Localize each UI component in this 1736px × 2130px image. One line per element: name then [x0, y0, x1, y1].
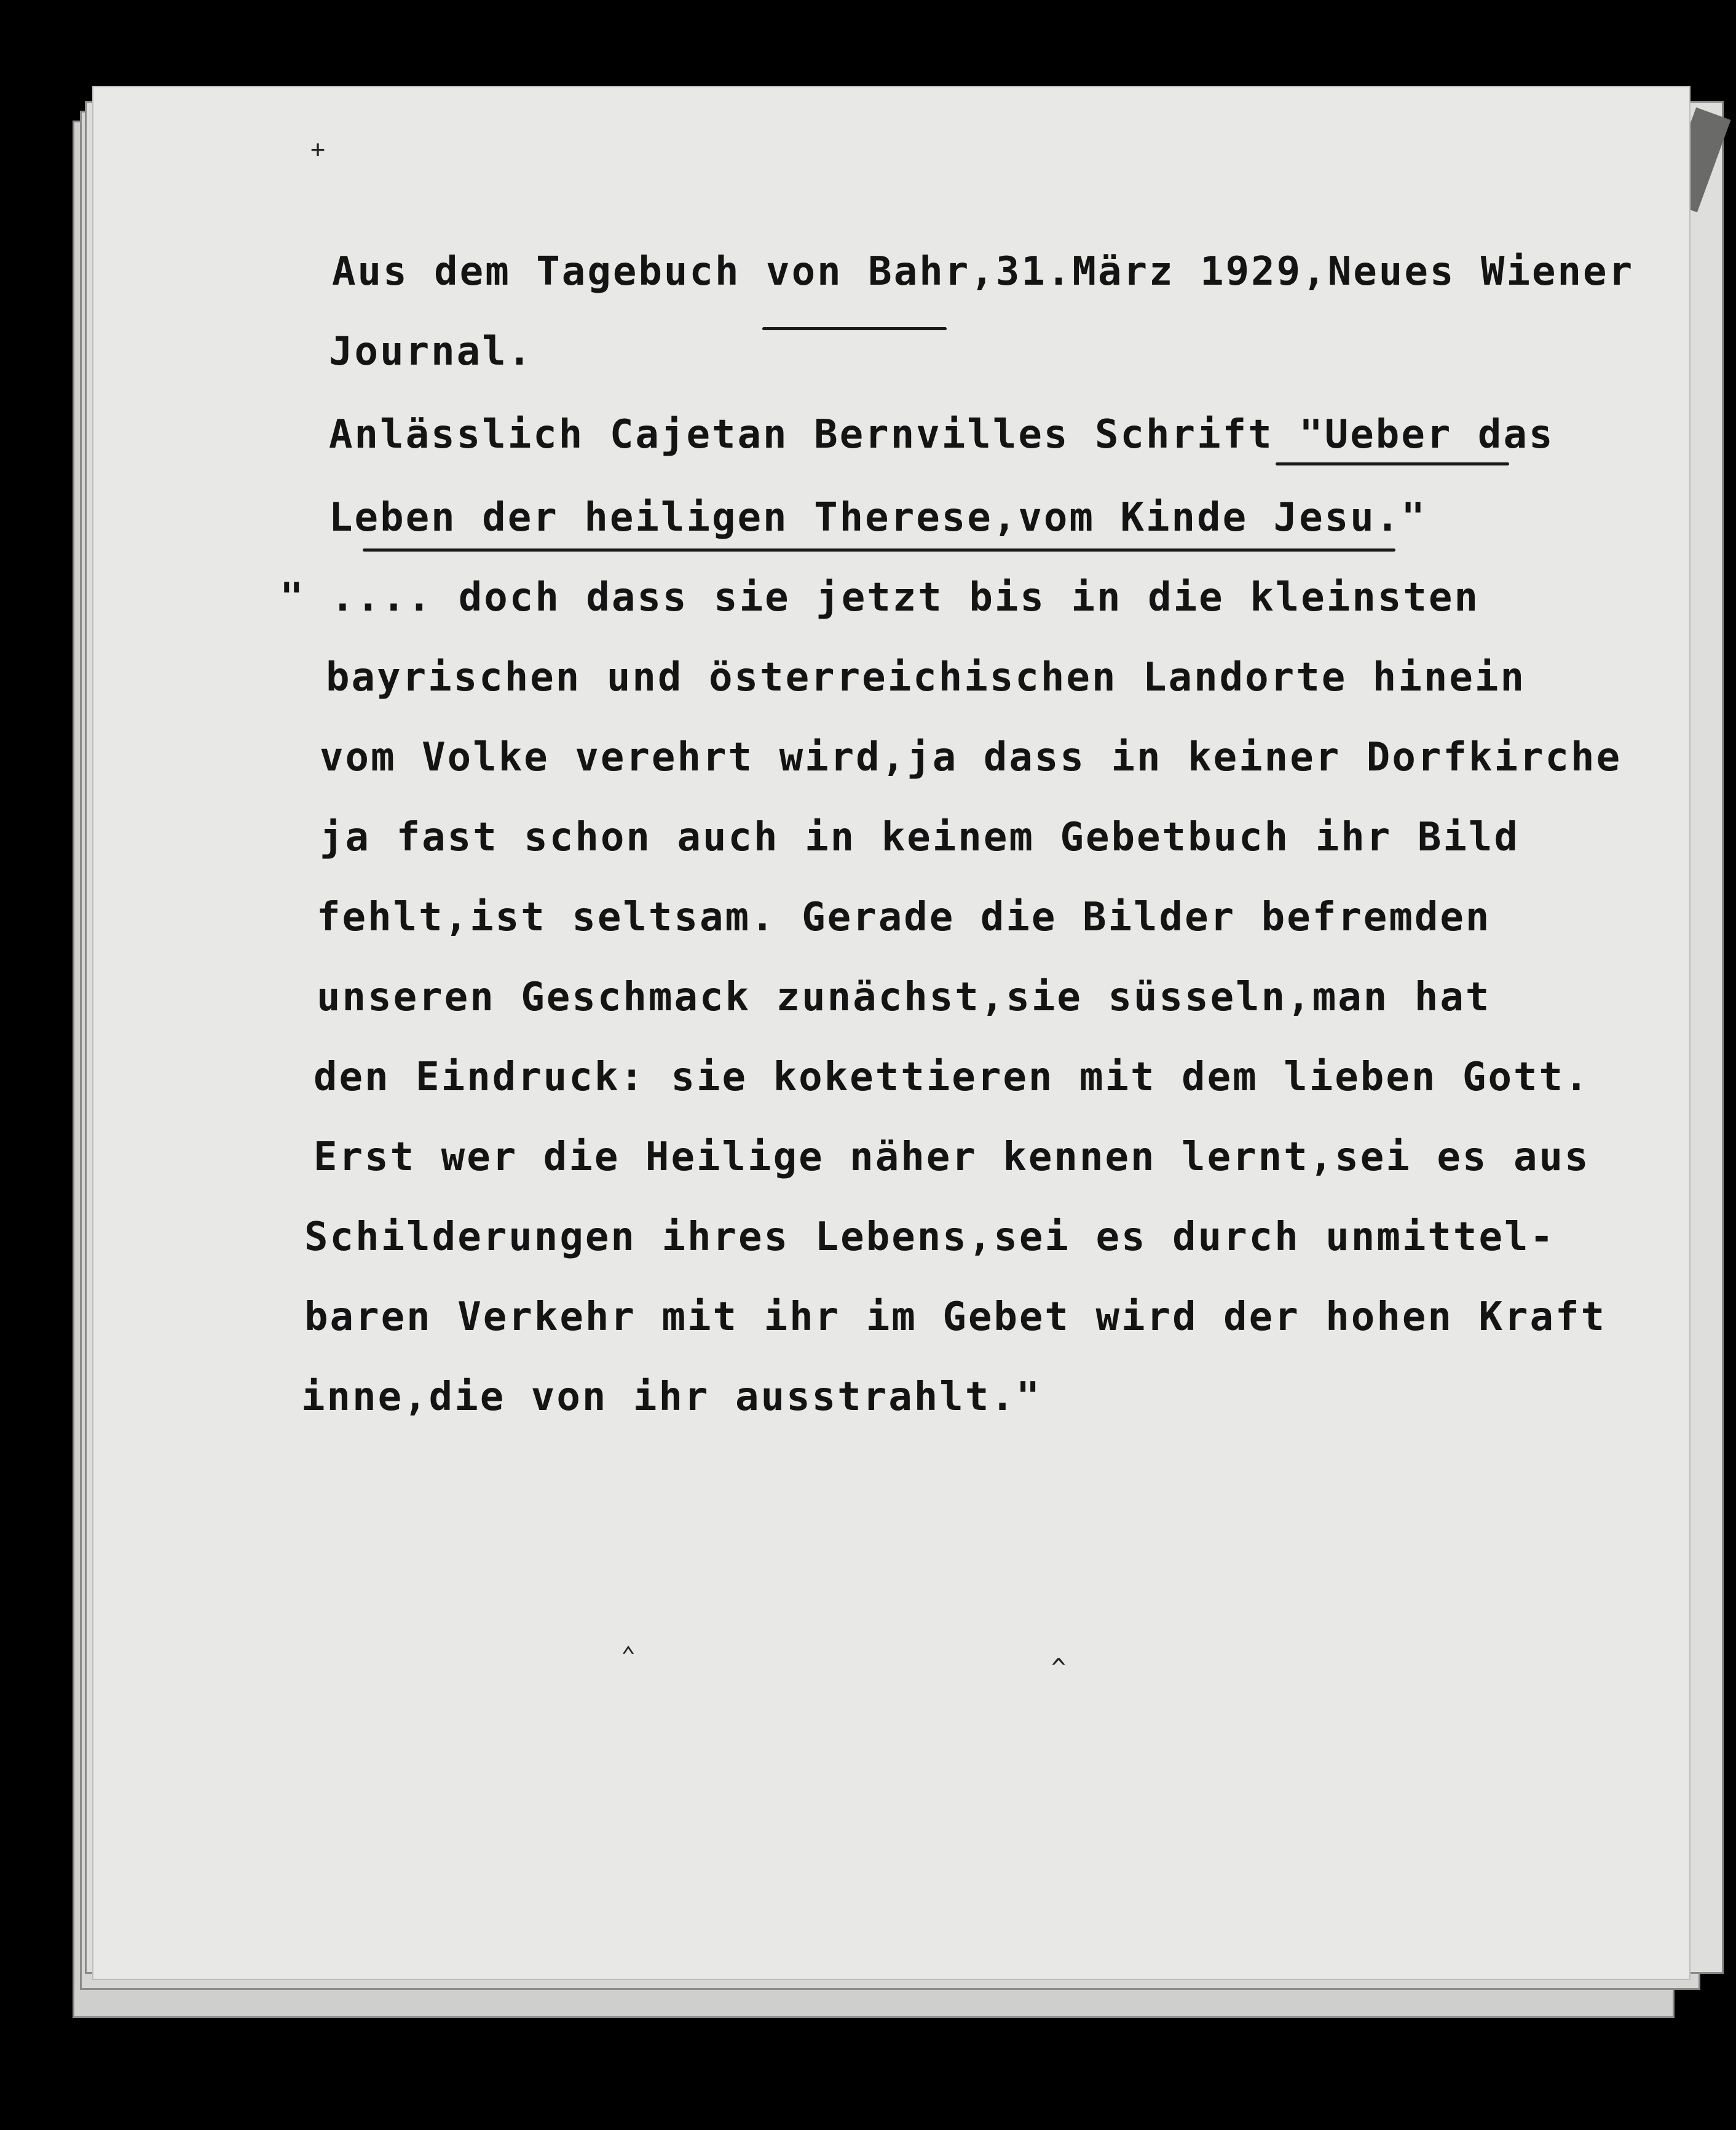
text-line-9: fehlt,ist seltsam. Gerade die Bilder befremden: [317, 895, 1491, 940]
text-line-6: bayrischen und österreichischen Landorte hinein: [326, 655, 1526, 700]
stray-mark: ^: [1051, 1654, 1067, 1682]
text-line-14: baren Verkehr mit ihr im Gebet wird der hohen Kraft: [304, 1294, 1607, 1340]
text-line-3: Anlässlich Cajetan Bernvilles Schrift "Ueber das: [329, 412, 1555, 457]
corner-mark: +: [310, 135, 326, 164]
text-line-5: " .... doch dass sie jetzt bis in die kleinsten: [280, 575, 1480, 620]
text-line-2: Journal.: [329, 329, 534, 374]
text-line-7: vom Volke verehrt wird,ja dass in keiner Dorfkirche: [320, 735, 1622, 780]
text-line-10: unseren Geschmack zunächst,sie süsseln,man hat: [317, 975, 1491, 1020]
text-line-1: Aus dem Tagebuch von Bahr,31.März 1929,Neues Wiener: [332, 249, 1635, 295]
text-line-13: Schilderungen ihres Lebens,sei es durch unmittel-: [304, 1214, 1556, 1260]
text-line-12: Erst wer die Heilige näher kennen lernt,sei es aus: [314, 1134, 1590, 1180]
document-page: [92, 86, 1691, 1980]
underline: [363, 548, 1395, 552]
text-line-15: inne,die von ihr ausstrahlt.": [301, 1374, 1042, 1420]
underline: [1276, 462, 1509, 465]
underline: [762, 327, 947, 330]
text-line-8: ja fast schon auch in keinem Gebetbuch ihr Bild: [320, 815, 1520, 860]
text-line-11: den Eindruck: sie kokettieren mit dem lieben Gott.: [314, 1055, 1590, 1100]
stray-mark: ⌃: [621, 1642, 636, 1670]
text-line-4: Leben der heiligen Therese,vom Kinde Jesu.": [329, 495, 1427, 540]
